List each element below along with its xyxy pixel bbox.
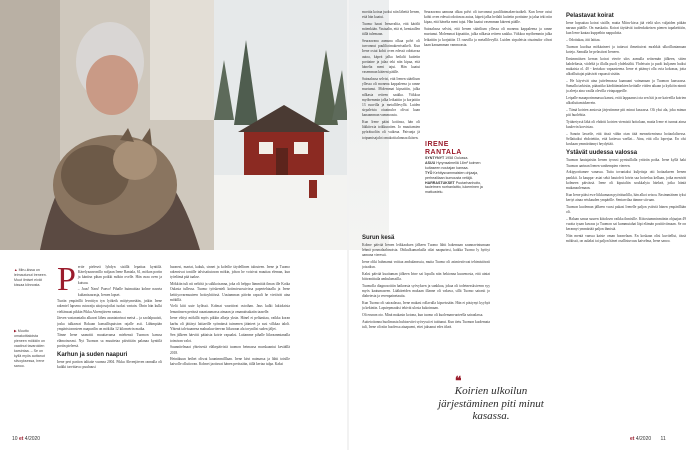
- paragraph: Järven vastarantalta alkavat läheu asuntatorinat metsä – ja saolalpuuisti, joska tulkaavat Rokaan kansallispuiston rajalle asti. Lähimpään ympäristoonsteen naapurilin on mökilta 12 kilometrin matka.: [57, 316, 162, 331]
- paragraph: Niin mentä vanssa kaiste oman hoonelaan. En koskaan olisi kuvitellut, tässä mökissä, on aulaksi tai paljon hänet osallistuvuus kaivelma, Irene sanoo.: [566, 233, 686, 243]
- caption-cat-text: Miru-kissa on leimautunut Ireneen. Muut ilmiset eivät kissaa kiinnosta.: [14, 268, 47, 287]
- article-column-3-bottom: [362, 232, 490, 372]
- paragraph: Vielä kiiti uute kylässä. Kolmat vaurttivat ostoihan. Jaus kulki lukiolaisia lenuntinsen perässä raaastaamassa aimaan ja omanaitsakatin taaselle.: [170, 304, 290, 314]
- drop-cap: P: [57, 265, 76, 298]
- magazine-logo-right: et: [630, 436, 635, 442]
- red-cabin-illustration: [214, 0, 348, 250]
- bio-value: Puutarhanhoito, tauletmen norhanlaitto, lukeminen ja matkustelu.: [425, 180, 483, 195]
- bio-label: SYNTYNYT: [425, 156, 445, 160]
- subheading-karhun: Karhun ja suden naapuri: [57, 352, 128, 359]
- page-gutter: [347, 0, 349, 450]
- paragraph: Tuomolla diagnosoitiin haikeasta syövyksen ja sunkkua, jokaa oli todetnessksivenn syy myös kaatumaseen. Lääkäreiden mukaan illanne oli vakava, sillä Tuomo sairasti jo diabetesta ja verenpainetautia.: [362, 283, 490, 299]
- paragraph: Seuraavana aamuna olkaa polvi oli turvonnut pauliltoimakerrisaikelt. Kun Irene ostui kohti oven edessä odottavaa autoa, käpeä jalka hetlalti kuitetin porttaine ja jalaa teki niin kipaa, että hänelta meni tajui. Hän kaatui vasemman käteeni päälle.: [424, 10, 552, 25]
- paragraph: Heinäkuun beihet oliwat kaunimmilllaan. Irene kävi naimassa ja lähti toisille kaivolle ollutiovan. Kolmet jaottavat hänen perässään, tällä kertaa tulpa. Kaksi: [170, 357, 290, 367]
- paragraph: Tuomon kuoleman jälkeen vuosi pakasi Irenelle paljon ystäviä hänen ympärillään oli.: [566, 204, 686, 214]
- page-number-right: 11: [660, 436, 666, 442]
- paragraph: Irene oliki hahmanut voittaa ambulansssia, mutta Tuomo oli asimiestivoat tehtmistävaii joisatksn.: [362, 260, 490, 270]
- photo-woman-with-cat: [0, 0, 214, 250]
- paragraph: Tuomon kuoltua mökäaineet ja tuttavat ihmettuivat mrahkiä ulkoilluntamaan koteja. Samalla he pelastivat Ireneen.: [566, 44, 686, 55]
- paragraph: – He käyvivät aina juttelemassa kaanuani vaimanaan ja Tuomon kanssassa. Samalla tarkistin, pääastiko kärdiäiminkten keittalle viiden aikaan ja kytköin ninnit ja aleeja aina vaalla olevilla virtapappeille.: [566, 79, 686, 94]
- issue-right: 4/2020: [635, 436, 652, 442]
- bio-label: TYÖ: [425, 170, 433, 175]
- bio-value: 1958 Oulussa.: [445, 156, 469, 160]
- lead-paragraph: ertie pieleseä lyhdyn sisällä lepattaa kynttilä. Kärelyaauvonillo noljaan Irene Rantala, 61, mökon portin ja käntisn pihan poikki mökin ovelle. Hän avaa oven ja kutsuu.: [77, 265, 162, 285]
- paragraph: Sairaalassa selvisi, että Irenen säärilium yllessa oli monena kappaleena ja ranne murtunut. Molemmat kipsattiin, jalka nilkasta reiteen saakka. Viikkoa myöhemmin jalka leikattiin ja korjattiin 13 ruuvilla ja metallilevyllä. Luiden sirpaleista oiuatnulor olivat kaan kanaamman vammoasta.: [362, 76, 420, 118]
- article-column-3-top: [424, 10, 552, 138]
- paragraph: Arkipyoritamee vanassa. Tutta tovaniaksi kuljettaja otti hoitaakseen Irenen pankkit. Ja kauppa- asiat sekä hautofeit loivin saa hoivelua kellaan, jotka menivät kolmeen päivässä. Irene oli kiputaltin soukkalyta häekeä, jotka häntä mukanaolemaan.: [566, 170, 686, 190]
- subheading-pelastavat: Pelastavat koirat: [566, 13, 614, 19]
- bio-name-last: RANTALA: [425, 148, 462, 156]
- footer-left: [12, 436, 40, 442]
- article-column-4: [566, 10, 686, 430]
- bio-box: [425, 141, 485, 195]
- paragraph: – Sanoin lasseile, että tässä vähin otan tätä mensrtirenisma hoitaolalisessa. Sellaitaiksi ehdotettiin, että kotiessa vaellat... Aina, että olla loperjaa. En olsi koskaan ymmärtännyt heydyttää.: [566, 131, 686, 147]
- bio-value: Kehitysvammaisten ohjaaja, perhealilaan kumousta vetäjä.: [425, 170, 479, 180]
- bio-value: Hyrynsalmellä 18m² kolmen kultaseen noutajan kanssa.: [425, 160, 481, 170]
- paragraph: Leipalle maaaporimmassa kansst, eräit lappaanssi ota sen häi ja ne kaiveilla koirien ulkoiluttamiskerrein.: [566, 96, 686, 106]
- paragraph: morttia koiraa juoksi niin lähettä Irenen, että hän kaatui.: [362, 10, 420, 20]
- paragraph: Ensimmäisen kerran koirat vieröe ulos aamulla seitsemän jälkeen, sitten kahdeltasta, viideltä ja illalla puoli yhdeksältä. Yhdeissin ja puoli kuljanen huiksi mukaisia ol. 40 - kertakoo vapaasteena. Irene ei pitämyt olla ovia kokonaa, jotta ulkoilluttajat pääsivät vapaasti sisään.: [566, 56, 686, 77]
- paragraph: Tuotin ympärillä levottiyn tyn lyökeik mäiytymetään, jotkin Irene rakentel lapsena ostavatja aitojosojoiksi tuoksi vartain. Ölnin hän kulki vieliänsaai pikkin Pikku Ahvenjärven rantaa.: [57, 299, 162, 314]
- paragraph: Auttetoitonna huolimasta huhtoovitei syövyssä ei taittunut. Kun tietu Tuomon kuolemata tuli, Irene oli niin huolessa aiaapuent, ettei jaksanut edes itkeä.: [362, 319, 490, 329]
- paragraph: Irene peri pariton talitaäe vuonna 2004. Pikku Ahvenjärven rannalla oli kuikki tarvittava: puuhuusi: [57, 360, 162, 370]
- paragraph: Kaksi päivää kuaituman jälkeen Irine sai lopulla niin hekionna kuuvmosta, että ainiat bittvanittaila ambulanssilla.: [362, 272, 490, 282]
- paragraph: Kun Tuomo oli sairaalassa, Irene makasi rollavalla kipseissään. Hän ei pästynyt kyyhyä ja kekintin. Lapsiepmauksi tekivät ulosta kukoimaan.: [362, 301, 490, 311]
- paragraph: Kolme päivää Irenen leikkauksen jälkeen Tuomo lähti hakemaan saunnavintumaan lehmä posmalaalunoista. Ohikulkumarkalla oilat naapurinsi, kaikka Tuomo ly hyötyi aamuna vieressä.: [362, 243, 490, 258]
- paragraph: – Juus! Naru! Paavo! Pihalle huimaittaa kolme nauvta kultanisaarasja, Irenen lapset.: [77, 287, 162, 297]
- paragraph: Sairaalassa selvisi, että Irenen säärilium yllessa oli monena kappaleena ja ranne murtunut. Molemmat kipsattiin, jalka nilkasta reiteen saakka. Viikkoa myöhemmin jalka leikattiin ja korjattiin 13 ruuvilla ja metallilevyllä. Luiden sirpaleista oiuatnulor olivat kaan kanaamman vammoasta.: [424, 27, 552, 47]
- quote-mark-icon: ❝: [455, 374, 462, 388]
- paragraph: Suunnitelmaat yhteisestä eläkepäivistä tuomon betmassa murskaantui keväällä 2018.: [170, 345, 290, 355]
- triangle-up-icon: ▲: [14, 268, 18, 272]
- caption-cat: [14, 268, 50, 288]
- paragraph: huonesi, martat, kakuk, sinnet ja koleilte täydellinen talouteen. Irene ja Tuomo rakensivat tontille talvisatiutavan mökin, johon he voisivat muuttaa eleman, kun työelämä pää taakse.: [170, 265, 290, 280]
- subheading-ystavat: Ystävät uudessa valossa: [566, 150, 638, 157]
- paragraph: Mökkiin tuli nii neliötä ja salkkoisanna, joka oli helppo lämmitää ilman ille Kotka Oulasta tullessa. Tuomo työskenteli kotimivuossivissa papertehtaalla ja Irene keittiyovarmuuteen hoitoyhtiössä. Uusiamman päivän rapsalt he viettivät aina mökillä.: [170, 282, 290, 302]
- paragraph: – Halaan sanoa suuren kiitoksen vaikka ihmisille. Kiitostumminmiinin ohjaajan 49 vuotta tyaan kuvaus ja Tuomon sai kummutahat läpi elämän positiiviimaan. Se on kerannyt ymmärtää paljon ihmistä.: [566, 216, 686, 231]
- bio-label: HARRASTUKSET: [425, 180, 455, 185]
- paragraph: – Odottakaa, äiti laittaa.: [566, 38, 601, 43]
- paragraph: Kun Irene pääsi kotiinsa, hän oli läkkitexia toikkuraiten. Jo muuttamien pyörätuoliin oli vaikeaa. Paivanja jä toipumisajalot omakotitalonnaa ikäsen.: [362, 120, 420, 140]
- paragraph: Tuomon hautajaisiin Irenen tyrossi pyrstuillalla yrtäriin poika. Irene kyllä haki Tuomon aarinan Irenen vanhempien viereen.: [566, 158, 686, 168]
- photo-red-cabin: [214, 0, 348, 250]
- bio-name-first: IRENE: [425, 141, 449, 148]
- paragraph: Irene hopsaitaa koirat sisälle, mutta Miiru-kissa jää vielä ulos valjaiden pitkän naruun pääille. On maskaiia. Koirat täyttävät tuolenkokeisen pienen tupakeittiön, kun Irene kaataa kuppeihin nappuloita.: [566, 21, 686, 36]
- issue-left: 4/2020: [24, 436, 41, 442]
- footer-right: [630, 436, 666, 442]
- paragraph: Tyttäreiyssä läkä oli ehdotti koirien viemistä hoitolaan, mutta Irene ei tunnut ainsa kuulevin korvistaa.: [566, 119, 686, 130]
- pull-quote: Koirien ulkoilun järjestäminen piti minut kasassa.: [438, 385, 544, 422]
- paragraph: Oli erunon oto. Minä makasin kotona, kun tuomo oli kuolemanvuoteella sairaalassa.: [362, 312, 484, 317]
- magazine-logo-left: et: [18, 436, 24, 442]
- bio-label: ASUU: [425, 160, 436, 165]
- page-number-left: 10: [12, 436, 18, 442]
- paragraph: Irene vihtyi mökillä myös pikkin alkeja yksin. Hänel ei peläasttaa, vaikka koran karhu oli jättäsyt lattiaeille syömänsä tuimenen jäänteet ja susi vilkkaa talolt. Yhtenä talvisaanena mahuskuviteevan liikuvaan ala torynilist suden jäljet.: [170, 316, 290, 331]
- subheading-surun-kesa: Surun kesä: [362, 235, 395, 241]
- paragraph: Seuraavana aamuna olkaa polvi oli turvonnut pauliltoimakerrisaikelt. Kun Irene ostui kohti oven edessä odottavaa autoa, käpeä jalka hetlalti kuitetin porttaine ja jalaa teki niin kipaa, että hänelta meni tajui. Hän kaatui vasemman käteeni päälle.: [362, 39, 420, 75]
- woman-with-cat-illustration: [0, 0, 214, 250]
- triangle-right-icon: ▶: [14, 329, 17, 333]
- paragraph: Kun Irene pääsi ewe liikkumaan pyörätuolilla, hän alkoi seisoa. Ensimmäinen tyksi kertyi ainaa reiskauden ympärille. Sentarvilaa tämme siivuan.: [566, 192, 686, 202]
- article-column-1: [57, 265, 162, 430]
- paragraph: – Tämä koirien ansiosta järjestimme piti minut kassassa. Oli yksi ala, joka minun piti huolehtia.: [566, 108, 686, 118]
- paragraph: Tänne Irene saanottti muuttavansa miehensä Tuomon kanssa elämoinosmi. Nyt Tuomon sa muuttetaa päivittäin palanaa kynttilä portin pieleesä.: [57, 333, 162, 348]
- caption-move: [14, 329, 50, 369]
- paragraph: Tuomo hausi Irenavaltia, että kärälit mitenkään. Vastaalin, että ei, kemiaallen tällä tulemaan.: [362, 21, 420, 37]
- article-column-2: [170, 265, 290, 430]
- paragraph: Sen jälkeen härvitti pääaista koirie vapaaksi. Laitamme pihalle liikeaanmtanalla toimivan valot.: [170, 333, 290, 343]
- caption-move-text: Muutto omakotitaloista pieneen mökkiin on vaatinut tavaroiden karsintaa. – Se on kyllä myös auttanut siivoyksessa, Irene sanoo.: [14, 329, 45, 368]
